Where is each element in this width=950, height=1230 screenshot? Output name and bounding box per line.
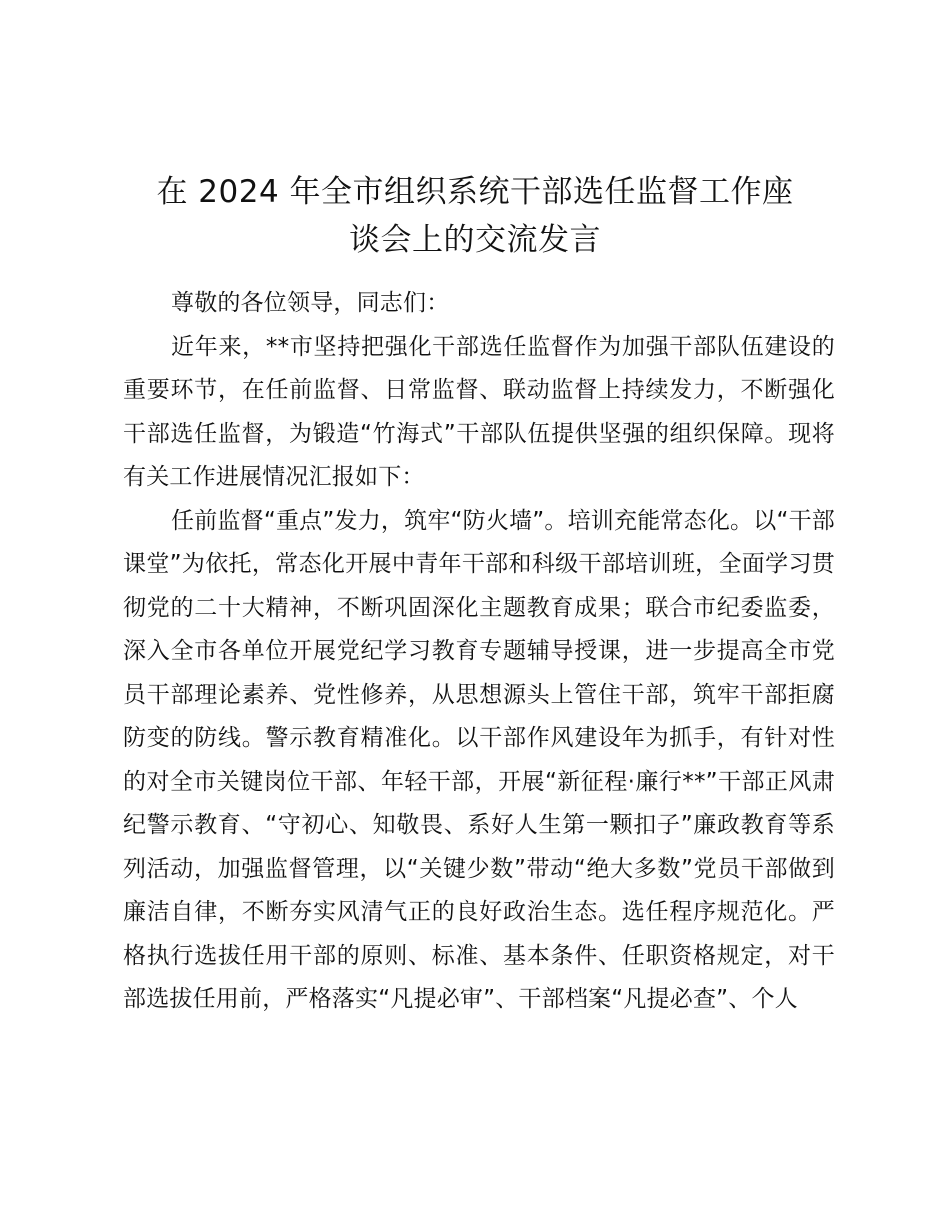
title-line-1: 在 2024 年全市组织系统干部选任监督工作座 xyxy=(156,174,794,210)
document-body xyxy=(123,282,835,1022)
paragraph-pre-appointment-supervision: 任前监督“重点”发力，筑牢“防火墙”。培训充能常态化。以“干部课堂”为依托，常态化开展中青年干部和科级干部培训班，全面学习贯彻党的二十大精神，不断巩固深化主题教育成果；联合市纪委监委，深入全市各单位开展党纪学习教育专题辅导授课，进一步提高全市党员干部理论素养、党性修养，从思想源头上管住干部，筑牢干部拒腐防变的防线。警示教育精准化。以干部作风建设年为抓手，有针对性的对全市关键岗位干部、年轻干部，开展“新征程·廉行**”干部正风肃纪警示教育、“守初心、知敬畏、系好人生第一颗扣子”廉政教育等系列活动，加强监督管理，以“关键少数”带动“绝大多数”党员干部做到廉洁自律，不断夯实风清气正的良好政治生态。选任程序规范化。严格执行选拔任用干部的原则、标准、基本条件、任职资格规定，对干部选拔任用前，严格落实“凡提必审”、干部档案“凡提必查”、个人 xyxy=(123,507,835,1012)
salutation: 尊敬的各位领导，同志们： xyxy=(171,290,450,316)
paragraph-intro: 近年来，**市坚持把强化干部选任监督作为加强干部队伍建设的重要环节，在任前监督、日常监督、联动监督上持续发力，不断强化干部选任监督，为锻造“竹海式”干部队伍提供坚强的组织保障。现将有关工作进展情况汇报如下： xyxy=(123,333,835,490)
document-title xyxy=(110,168,840,264)
title-line-2: 谈会上的交流发言 xyxy=(349,222,601,258)
